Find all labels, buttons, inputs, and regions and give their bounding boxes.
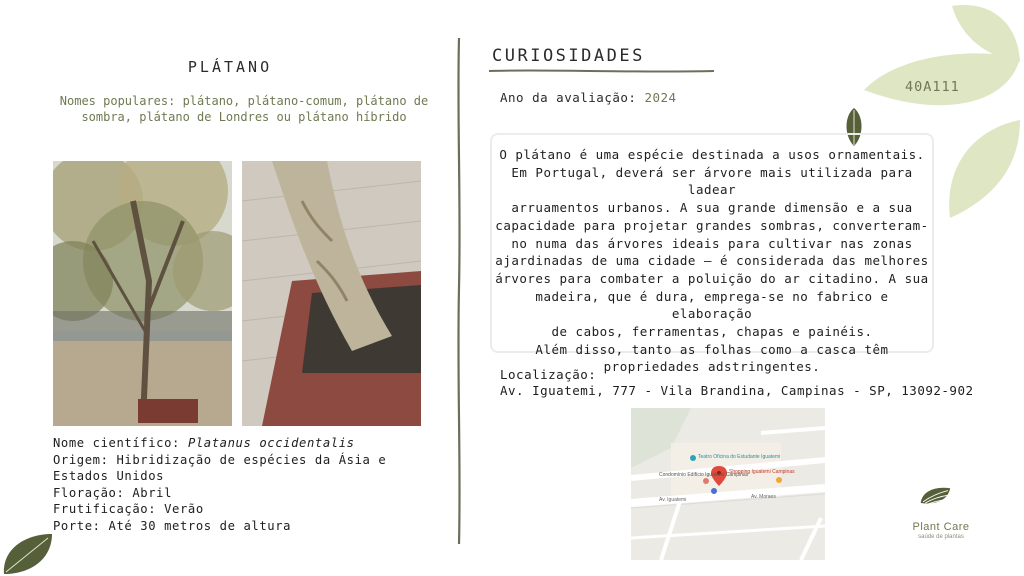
- location-label: Localização:: [500, 367, 597, 382]
- trunk-photo: [242, 161, 421, 426]
- size: Porte: Até 30 metros de altura: [53, 518, 292, 533]
- map-label-shopping: Shopping Iguatemi Campinas: [729, 469, 795, 475]
- scientific-name: Nome científico: Platanus occidentalis: [53, 436, 355, 450]
- location-map[interactable]: [631, 408, 825, 560]
- condominio-marker: [703, 478, 709, 484]
- map-label-teatro: Teatro Oficina do Estudante Iguatemi: [698, 454, 781, 460]
- store-marker: [776, 477, 782, 483]
- flowering: Floração: Abril: [53, 485, 173, 500]
- map-label-street-1: Av. Iguatemi: [659, 497, 687, 503]
- plant-care-logo-icon: [910, 486, 970, 520]
- origin-line-1: Origem: Hibridização de espécies da Ásia e: [53, 452, 387, 467]
- curiosities-text: O plátano é uma espécie destinada a usos ornamentais. Em Portugal, deverá ser árvore mais utilizada para ladear arruamentos urbanos. A sua grande dimensão e a sua capacidade para projetar grandes sombras, converteram- no numa das árvores ideais para cultivar nas zonas ajardinadas de uma cidade – é considerada das melhores árvores para combater a poluição do ar citadino. A sua madeira, que é dura, emprega-se no fabrico e elaboração de cabos, ferramentas, chapas e painéis. Além disso, tanto as folhas como a casca têm propriedades adstringentes.: [495, 147, 929, 375]
- title-underline: [489, 68, 714, 74]
- evaluation-year: Ano da avaliação: 2024: [500, 90, 677, 105]
- vertical-divider: [456, 38, 462, 544]
- tree-photo: [53, 161, 232, 426]
- popular-names: Nomes populares: plátano, plátano-comum, plátano de sombra, plátano de Londres ou plátano híbrido: [59, 94, 429, 124]
- brand-name: Plant Care: [912, 521, 970, 533]
- origin-line-2: Estados Unidos: [53, 469, 165, 483]
- bus-marker: [711, 488, 717, 494]
- location-address: Av. Iguatemi, 777 - Vila Brandina, Campinas - SP, 13092-902: [500, 383, 974, 398]
- brand-tagline: saúde de plantas: [918, 534, 964, 540]
- curiosities-title: CURIOSIDADES: [492, 46, 645, 66]
- map-label-condominio: Condomínio Edifício Iguatemi Campinas: [659, 472, 749, 478]
- leaf-shape-3: [949, 120, 1020, 218]
- map-label-street-2: Av. Moraes: [751, 494, 776, 500]
- plant-code: 40A111: [905, 79, 960, 95]
- plant-title: PLÁTANO: [187, 58, 273, 76]
- leaf-shape-1: [952, 5, 1020, 62]
- fruiting: Frutificação: Verão: [53, 502, 204, 516]
- decorative-leaf-bottom-left: [0, 530, 56, 576]
- teatro-marker: [690, 455, 696, 461]
- plant-facts: [53, 435, 433, 534]
